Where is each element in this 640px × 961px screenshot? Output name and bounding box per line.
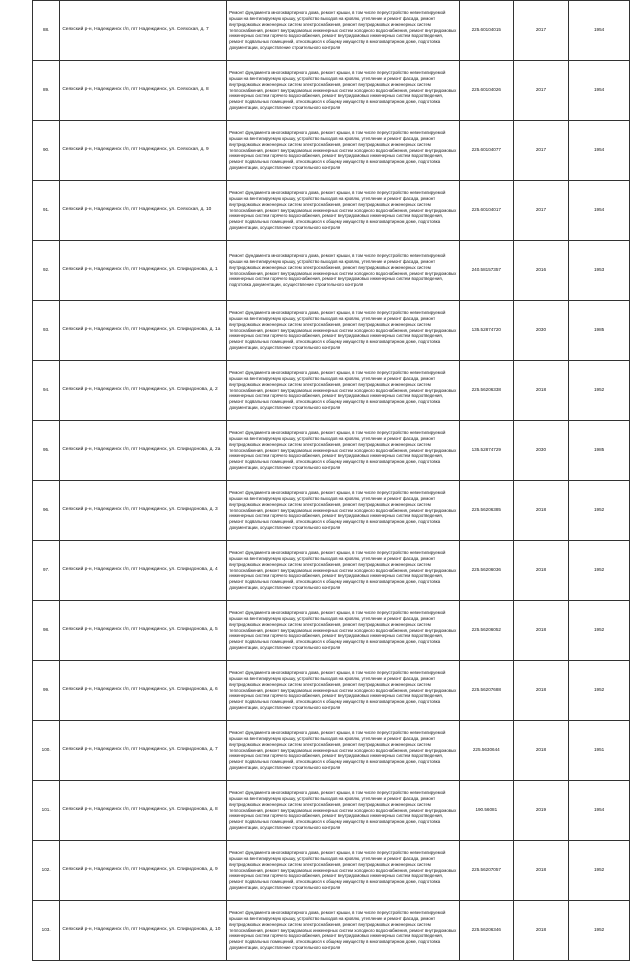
row-address: Сеяхский р-н, Надеждинск г/п, пгт Надеждинск, ул. Спиридонова, д. 1а [62, 327, 221, 333]
row-address: Сеяхский р-н, Надеждинск г/п, пгт Надеждинск, ул. Спиридонова, д. 10 [62, 927, 221, 933]
row-plan-year: 2030 [513, 301, 569, 361]
row-number: 98. [33, 601, 60, 661]
row-cost-value: 225.56206385 [459, 481, 513, 541]
row-cost-value: 225.60104017 [459, 181, 513, 241]
row-build-year: 1952 [569, 541, 630, 601]
table-row [33, 841, 630, 901]
row-cost-value: 135.52874729 [459, 421, 513, 481]
row-build-year: 1954 [569, 781, 630, 841]
row-plan-year: 2017 [513, 61, 569, 121]
row-cost-value: 135.52874720 [459, 301, 513, 361]
row-plan-year: 2018 [513, 481, 569, 541]
table-row [33, 661, 630, 721]
table-row [33, 181, 630, 241]
row-plan-year: 2018 [513, 661, 569, 721]
row-number: 97. [33, 541, 60, 601]
row-work-description: Ремонт фундамента многоквартирного дома, ремонт крыши, в том числе переустройство невентилируемой крыши на вентилируемую крышу, устройство выходов на кровлю, утепление и ремонт фасада, ремонт внутридомовых инженерных систем электроснабжения, ремонт внутридомовых инженерных систем теплоснабжения, ремонт внутридомовых инженерных систем холодного водоснабжения, ремонт внутридомовых инженерных систем горячего водоснабжения, ремонт внутридомовых инженерных систем водоотведения, ремонт подвальных помещений, относящихся к общему имуществу в многоквартирном доме, подготовка документации, осуществление строительного контроля [229, 729, 457, 771]
table-row [33, 361, 630, 421]
row-build-year: 1952 [569, 901, 630, 961]
table-row [33, 421, 630, 481]
row-plan-year: 2019 [513, 781, 569, 841]
row-plan-year: 2017 [513, 121, 569, 181]
row-address: Сеяхский р-н, Надеждинск г/п, пгт Надеждинск, ул. Спиридонова, д. 2а [62, 447, 221, 453]
row-cost-value: 190.56081 [459, 781, 513, 841]
row-plan-year: 2017 [513, 1, 569, 61]
row-number: 91. [33, 181, 60, 241]
row-number: 88. [33, 1, 60, 61]
table-row [33, 781, 630, 841]
row-number: 90. [33, 121, 60, 181]
row-cost-value: 225.5630644 [459, 721, 513, 781]
row-address: Сеяхский р-н, Надеждинск г/п, пгт Надеждинск, ул. Спиридонова, д. 4 [62, 567, 218, 573]
table-row [33, 121, 630, 181]
row-plan-year: 2018 [513, 601, 569, 661]
document-page [32, 0, 630, 961]
table-row [33, 541, 630, 601]
row-build-year: 1985 [569, 421, 630, 481]
row-work-description: Ремонт фундамента многоквартирного дома, ремонт крыши, в том числе переустройство невентилируемой крыши на вентилируемую крышу, устройство выходов на кровлю, утепление и ремонт фасада, ремонт внутридомовых инженерных систем электроснабжения, ремонт внутридомовых инженерных систем теплоснабжения, ремонт внутридомовых инженерных систем холодного водоснабжения, ремонт внутридомовых инженерных систем горячего водоснабжения, ремонт внутридомовых инженерных систем водоотведения, ремонт подвальных помещений, относящихся к общему имуществу в многоквартирном доме, подготовка документации, осуществление строительного контроля [229, 309, 457, 351]
row-cost-value: 225.56207688 [459, 661, 513, 721]
row-address: Сеяхский р-н, Надеждинск г/п, пгт Надеждинск, ул. Спиридонова, д. 7 [62, 747, 218, 753]
row-work-description: Ремонт фундамента многоквартирного дома, ремонт крыши, в том числе переустройство невентилируемой крыши на вентилируемую крышу, устройство выходов на кровлю, утепление и ремонт фасада, ремонт внутридомовых инженерных систем электроснабжения, ремонт внутридомовых инженерных систем теплоснабжения, ремонт внутридомовых инженерных систем холодного водоснабжения, ремонт внутридомовых инженерных систем горячего водоснабжения, ремонт внутридомовых инженерных систем водоотведения, ремонт подвальных помещений, относящихся к общему имуществу в многоквартирном доме, подготовка документации, осуществление строительного контроля [229, 909, 457, 951]
row-number: 89. [33, 61, 60, 121]
table-row [33, 301, 630, 361]
row-address: Сеяхский р-н, Надеждинск г/п, пгт Надеждинск, ул. Спиридонова, д. 2 [62, 387, 218, 393]
row-cost-value: 225.56206338 [459, 361, 513, 421]
row-cost-value: 240.58157357 [459, 241, 513, 301]
row-work-description: Ремонт фундамента многоквартирного дома, ремонт крыши, в том числе переустройство невентилируемой крыши на вентилируемую крышу, устройство выходов на кровлю, утепление и ремонт фасада, ремонт внутридомовых инженерных систем электроснабжения, ремонт внутридомовых инженерных систем теплоснабжения, ремонт внутридомовых инженерных систем холодного водоснабжения, ремонт внутридомовых инженерных систем горячего водоснабжения, ремонт внутридомовых инженерных систем водоотведения, ремонт подвальных помещений, относящихся к общему имуществу в многоквартирном доме, подготовка документации, осуществление строительного контроля [229, 669, 457, 711]
row-plan-year: 2030 [513, 421, 569, 481]
table-row [33, 61, 630, 121]
row-number: 96. [33, 481, 60, 541]
row-work-description: Ремонт фундамента многоквартирного дома, ремонт крыши, в том числе переустройство невентилируемой крыши на вентилируемую крышу, устройство выходов на кровлю, утепление и ремонт фасада, ремонт внутридомовых инженерных систем электроснабжения, ремонт внутридомовых инженерных систем теплоснабжения, ремонт внутридомовых инженерных систем холодного водоснабжения, ремонт внутридомовых инженерных систем горячего водоснабжения, ремонт внутридомовых инженерных систем водоотведения, ремонт подвальных помещений, относящихся к общему имуществу в многоквартирном доме, подготовка документации, осуществление строительного контроля [229, 609, 457, 651]
row-build-year: 1954 [569, 181, 630, 241]
row-number: 100. [33, 721, 60, 781]
row-number: 93. [33, 301, 60, 361]
row-work-description: Ремонт фундамента многоквартирного дома, ремонт крыши, в том числе переустройство невентилируемой крыши на вентилируемую крышу, устройство выходов на кровлю, утепление и ремонт фасада, ремонт внутридомовых инженерных систем электроснабжения, ремонт внутридомовых инженерных систем теплоснабжения, ремонт внутридомовых инженерных систем холодного водоснабжения, ремонт внутридомовых инженерных систем горячего водоснабжения, ремонт внутридомовых инженерных систем водоотведения, ремонт подвальных помещений, относящихся к общему имуществу в многоквартирном доме, подготовка документации, осуществление строительного контроля [229, 69, 457, 111]
row-plan-year: 2016 [513, 241, 569, 301]
row-plan-year: 2018 [513, 901, 569, 961]
row-cost-value: 225.60104077 [459, 121, 513, 181]
row-cost-value: 225.60104015 [459, 1, 513, 61]
row-build-year: 1951 [569, 721, 630, 781]
row-address: Сеяхский р-н, Надеждинск г/п, пгт Надеждинск, ул. Спиридонова, д. 9 [62, 867, 218, 873]
row-number: 95. [33, 421, 60, 481]
row-cost-value: 225.60104026 [459, 61, 513, 121]
row-address: Сеяхский р-н, Надеждинск г/п, пгт Надеждинск, ул. Сеяхская, д. 10 [62, 207, 212, 213]
row-work-description: Ремонт фундамента многоквартирного дома, ремонт крыши, в том числе переустройство невентилируемой крыши на вентилируемую крышу, устройство выходов на кровлю, утепление и ремонт фасада, ремонт внутридомовых инженерных систем электроснабжения, ремонт внутридомовых инженерных систем теплоснабжения, ремонт внутридомовых инженерных систем холодного водоснабжения, ремонт внутридомовых инженерных систем горячего водоснабжения, ремонт внутридомовых инженерных систем водоотведения, ремонт подвальных помещений, относящихся к общему имуществу в многоквартирном доме, подготовка документации, осуществление строительного контроля [229, 789, 457, 831]
row-plan-year: 2017 [513, 181, 569, 241]
row-build-year: 1954 [569, 61, 630, 121]
row-work-description: Ремонт фундамента многоквартирного дома, ремонт крыши, в том числе переустройство невентилируемой крыши на вентилируемую крышу, устройство выходов на кровлю, утепление и ремонт фасада, ремонт внутридомовых инженерных систем электроснабжения, ремонт внутридомовых инженерных систем теплоснабжения, ремонт внутридомовых инженерных систем холодного водоснабжения, ремонт внутридомовых инженерных систем горячего водоснабжения, ремонт внутридомовых инженерных систем водоотведения, ремонт подвальных помещений, относящихся к общему имуществу в многоквартирном доме, подготовка документации, осуществление строительного контроля [229, 369, 457, 411]
row-build-year: 1952 [569, 841, 630, 901]
row-work-description: Ремонт фундамента многоквартирного дома, ремонт крыши, в том числе переустройство невентилируемой крыши на вентилируемую крышу, устройство выходов на кровлю, утепление и ремонт фасада, ремонт внутридомовых инженерных систем электроснабжения, ремонт внутридомовых инженерных систем теплоснабжения, ремонт внутридомовых инженерных систем холодного водоснабжения, ремонт внутридомовых инженерных систем горячего водоснабжения, ремонт внутридомовых инженерных систем водоотведения, ремонт подвальных помещений, относящихся к общему имуществу в многоквартирном доме, подготовка документации, осуществление строительного контроля [229, 489, 457, 531]
table-row [33, 721, 630, 781]
row-address: Сеяхский р-н, Надеждинск г/п, пгт Надеждинск, ул. Спиридонова, д. 3 [62, 507, 218, 513]
table-row [33, 901, 630, 961]
row-address: Сеяхский р-н, Надеждинск г/п, пгт Надеждинск, ул. Спиридонова, д. 6 [62, 687, 218, 693]
row-build-year: 1952 [569, 481, 630, 541]
row-number: 103. [33, 901, 60, 961]
repair-program-table [32, 0, 630, 961]
table-row [33, 241, 630, 301]
row-build-year: 1952 [569, 361, 630, 421]
row-build-year: 1952 [569, 661, 630, 721]
table-row [33, 1, 630, 61]
row-plan-year: 2018 [513, 841, 569, 901]
row-build-year: 1954 [569, 121, 630, 181]
row-work-description: Ремонт фундамента многоквартирного дома, ремонт крыши, в том числе переустройство невентилируемой крыши на вентилируемую крышу, устройство выходов на кровлю, утепление и ремонт фасада, ремонт внутридомовых инженерных систем электроснабжения, ремонт внутридомовых инженерных систем теплоснабжения, ремонт внутридомовых инженерных систем холодного водоснабжения, ремонт внутридомовых инженерных систем горячего водоснабжения, ремонт внутридомовых инженерных систем водоотведения, подготовка документации, осуществление строительного контроля [229, 252, 457, 288]
row-work-description: Ремонт фундамента многоквартирного дома, ремонт крыши, в том числе переустройство невентилируемой крыши на вентилируемую крышу, устройство выходов на кровлю, утепление и ремонт фасада, ремонт внутридомовых инженерных систем электроснабжения, ремонт внутридомовых инженерных систем теплоснабжения, ремонт внутридомовых инженерных систем холодного водоснабжения, ремонт внутридомовых инженерных систем горячего водоснабжения, ремонт внутридомовых инженерных систем водоотведения, ремонт подвальных помещений, относящихся к общему имуществу в многоквартирном доме, подготовка документации, осуществление строительного контроля [229, 849, 457, 891]
row-cost-value: 225.56207057 [459, 841, 513, 901]
row-build-year: 1953 [569, 241, 630, 301]
row-cost-value: 225.56206036 [459, 541, 513, 601]
row-plan-year: 2018 [513, 721, 569, 781]
table-row [33, 481, 630, 541]
row-plan-year: 2018 [513, 541, 569, 601]
row-cost-value: 225.56206346 [459, 901, 513, 961]
table-row [33, 601, 630, 661]
row-build-year: 1954 [569, 1, 630, 61]
row-address: Сеяхский р-н, Надеждинск г/п, пгт Надеждинск, ул. Сеяхская, д. 8 [62, 87, 209, 93]
row-cost-value: 225.56206052 [459, 601, 513, 661]
row-plan-year: 2018 [513, 361, 569, 421]
row-work-description: Ремонт фундамента многоквартирного дома, ремонт крыши, в том числе переустройство невентилируемой крыши на вентилируемую крышу, устройство выходов на кровлю, утепление и ремонт фасада, ремонт внутридомовых инженерных систем электроснабжения, ремонт внутридомовых инженерных систем теплоснабжения, ремонт внутридомовых инженерных систем холодного водоснабжения, ремонт внутридомовых инженерных систем горячего водоснабжения, ремонт внутридомовых инженерных систем водоотведения, ремонт подвальных помещений, относящихся к общему имуществу в многоквартирном доме, подготовка документации, осуществление строительного контроля [229, 129, 457, 171]
row-work-description: Ремонт фундамента многоквартирного дома, ремонт крыши, в том числе переустройство невентилируемой крыши на вентилируемую крышу, устройство выходов на кровлю, утепление и ремонт фасада, ремонт внутридомовых инженерных систем электроснабжения, ремонт внутридомовых инженерных систем теплоснабжения, ремонт внутридомовых инженерных систем холодного водоснабжения, ремонт внутридомовых инженерных систем горячего водоснабжения, ремонт внутридомовых инженерных систем водоотведения, ремонт подвальных помещений, относящихся к общему имуществу в многоквартирном доме, подготовка документации, осуществление строительного контроля [229, 189, 457, 231]
row-number: 101. [33, 781, 60, 841]
row-build-year: 1985 [569, 301, 630, 361]
row-build-year: 1952 [569, 601, 630, 661]
row-number: 94. [33, 361, 60, 421]
row-number: 102. [33, 841, 60, 901]
row-work-description: Ремонт фундамента многоквартирного дома, ремонт крыши, в том числе переустройство невентилируемой крыши на вентилируемую крышу, устройство выходов на кровлю, утепление и ремонт фасада, ремонт внутридомовых инженерных систем электроснабжения, ремонт внутридомовых инженерных систем теплоснабжения, ремонт внутридомовых инженерных систем холодного водоснабжения, ремонт внутридомовых инженерных систем горячего водоснабжения, ремонт внутридомовых инженерных систем водоотведения, ремонт подвальных помещений, относящихся к общему имуществу в многоквартирном доме, подготовка документации, осуществление строительного контроля [229, 549, 457, 591]
row-address: Сеяхский р-н, Надеждинск г/п, пгт Надеждинск, ул. Спиридонова, д. 5 [62, 627, 218, 633]
row-address: Сеяхский р-н, Надеждинск г/п, пгт Надеждинск, ул. Спиридонова, д. 8 [62, 807, 218, 813]
row-work-description: Ремонт фундамента многоквартирного дома, ремонт крыши, в том числе переустройство невентилируемой крыши на вентилируемую крышу, устройство выходов на кровлю, утепление и ремонт фасада, ремонт внутридомовых инженерных систем электроснабжения, ремонт внутридомовых инженерных систем теплоснабжения, ремонт внутридомовых инженерных систем холодного водоснабжения, ремонт внутридомовых инженерных систем горячего водоснабжения, ремонт внутридомовых инженерных систем водоотведения, ремонт подвальных помещений, относящихся к общему имуществу в многоквартирном доме, подготовка документации, осуществление строительного контроля [229, 9, 457, 51]
row-work-description: Ремонт фундамента многоквартирного дома, ремонт крыши, в том числе переустройство невентилируемой крыши на вентилируемую крышу, устройство выходов на кровлю, утепление и ремонт фасада, ремонт внутридомовых инженерных систем электроснабжения, ремонт внутридомовых инженерных систем теплоснабжения, ремонт внутридомовых инженерных систем холодного водоснабжения, ремонт внутридомовых инженерных систем горячего водоснабжения, ремонт внутридомовых инженерных систем водоотведения, ремонт подвальных помещений, относящихся к общему имуществу в многоквартирном доме, подготовка документации, осуществление строительного контроля [229, 429, 457, 471]
row-number: 92. [33, 241, 60, 301]
row-number: 99. [33, 661, 60, 721]
row-address: Сеяхский р-н, Надеждинск г/п, пгт Надеждинск, ул. Сеяхская, д. 9 [62, 147, 209, 153]
row-address: Сеяхский р-н, Надеждинск г/п, пгт Надеждинск, ул. Сеяхская, д. 7 [62, 27, 209, 33]
row-address: Сеяхский р-н, Надеждинск г/п, пгт Надеждинск, ул. Спиридонова, д. 1 [62, 267, 218, 273]
